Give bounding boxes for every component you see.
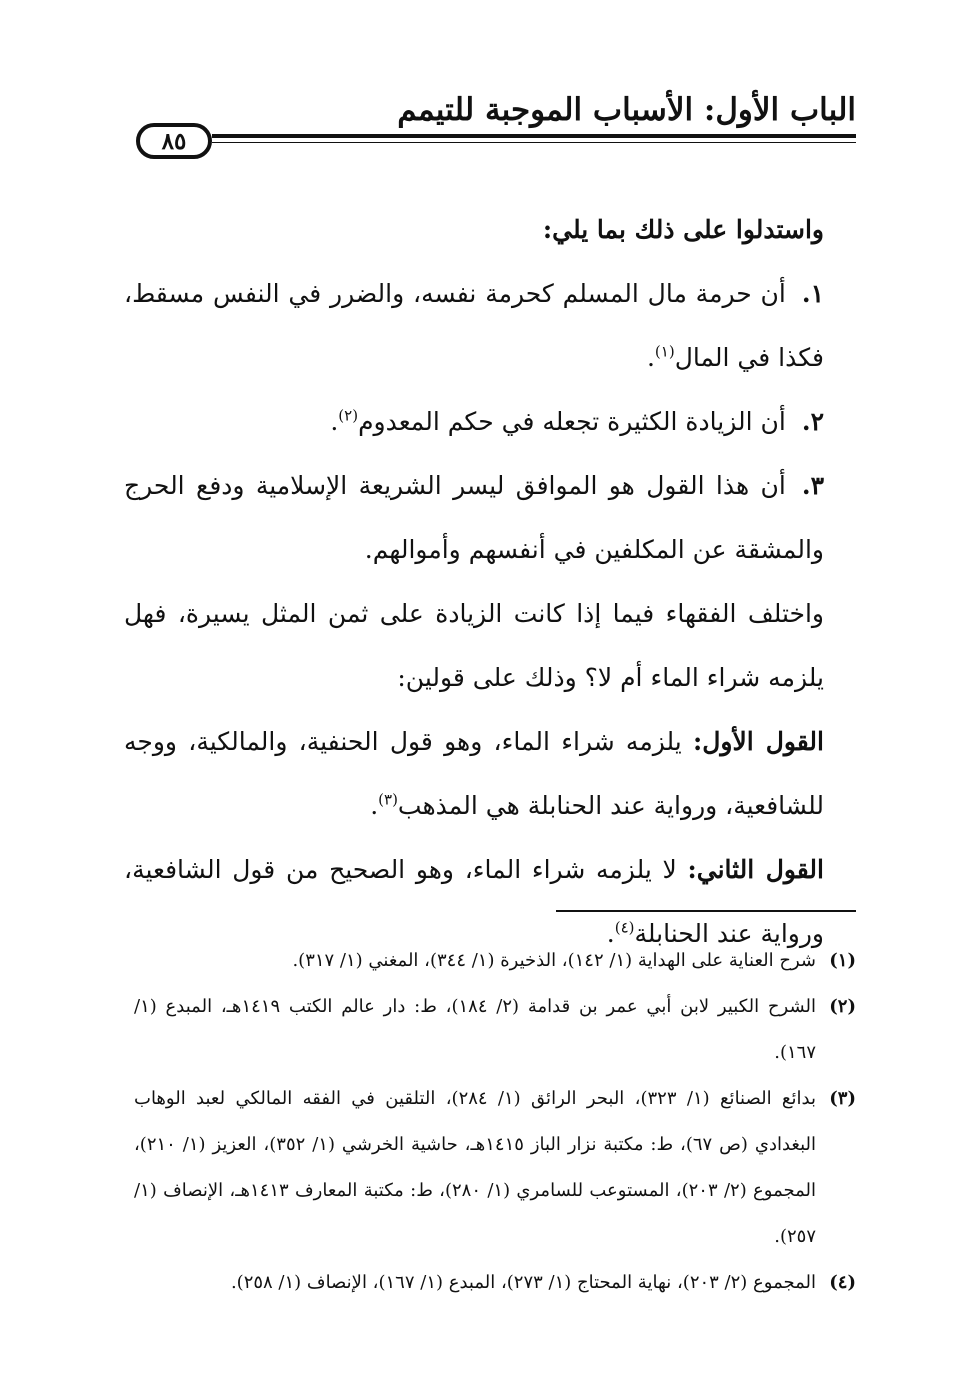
- footnote-text: الشرح الكبير لابن أبي عمر بن قدامة (٢/ ١٨٤)، ط: دار عالم الكتب ١٤١٩هـ، المبدع (١/ ١٦٧).: [134, 996, 816, 1063]
- opinion-lead: القول الأول:: [693, 727, 824, 756]
- footnote-text: شرح العناية على الهداية (١/ ١٤٢)، الذخيرة (١/ ٣٤٤)، المغني (١/ ٣١٧).: [292, 950, 816, 971]
- opinion-tail: .: [606, 919, 615, 948]
- footnote-ref: (٣): [378, 790, 398, 809]
- point-number: ١.: [801, 279, 824, 308]
- footnote-ref: (٢): [338, 406, 359, 425]
- intro-line: واستدلوا على ذلك بما يلي:: [542, 215, 824, 244]
- footnote-label: (٢): [829, 996, 856, 1017]
- point-1: [124, 262, 824, 390]
- point-tail: .: [330, 407, 339, 436]
- point-number: ٢.: [801, 407, 824, 436]
- footnote-label: (٤): [829, 1272, 856, 1293]
- footnote-separator: [556, 910, 856, 912]
- opinion-text: لا يلزمه شراء الماء، وهو الصحيح من قول الشافعية، ورواية عند الحنابلة: [124, 855, 824, 948]
- footnote-ref: (١): [654, 342, 675, 361]
- footnote-label: (١): [829, 950, 856, 971]
- footnotes: [134, 938, 856, 1306]
- footnote-3: [134, 1076, 856, 1260]
- point-2: [124, 390, 824, 454]
- opinion-tail: .: [370, 791, 379, 820]
- point-text: أن الزيادة الكثيرة تجعله في حكم المعدوم: [358, 407, 786, 436]
- opinion-1: [124, 710, 824, 838]
- footnote-label: (٣): [829, 1088, 856, 1109]
- page-number: ٨٥: [161, 127, 187, 155]
- footnote-text: المجموع (٢/ ٢٠٣)، نهاية المحتاج (١/ ٢٧٣)، المبدع (١/ ١٦٧)، الإنصاف (١/ ٢٥٨).: [230, 1272, 816, 1293]
- footnote-ref: (٤): [614, 918, 635, 937]
- footnote-2: [134, 984, 856, 1076]
- point-text: أن حرمة مال المسلم كحرمة نفسه، والضرر في النفس مسقط، فكذا في المال: [124, 279, 824, 372]
- chapter-title: الباب الأول: الأسباب الموجبة للتيمم: [397, 92, 856, 128]
- page-number-badge: [136, 123, 212, 159]
- point-tail: .: [646, 343, 655, 372]
- paragraph-disagreement: واختلف الفقهاء فيما إذا كانت الزيادة على ثمن المثل يسيرة، فهل يلزمه شراء الماء أم لا؟ وذلك على قولين:: [124, 599, 824, 692]
- opinion-lead: القول الثاني:: [687, 855, 824, 884]
- main-text: [124, 198, 824, 966]
- point-number: ٣.: [801, 471, 824, 500]
- footnote-4: [134, 1260, 856, 1306]
- footnote-text: بدائع الصنائع (١/ ٣٢٣)، البحر الرائق (١/ ٢٨٤)، التلقين في الفقه المالكي لعبد الوهاب البغدادي (ص ٦٧)، ط: مكتبة نزار الباز ١٤١٥هـ، حاشية الخرشي (١/ ٣٥٢)، العزيز (١/ ٢١٠)، المجموع (٢/ ٢٠٣)، المستوعب للسامري (١/ ٢٨٠)، ط: مكتبة المعارف ١٤١٣هـ، الإنصاف (١/ ٢٥٧).: [134, 1088, 817, 1247]
- opinion-text: يلزمه شراء الماء، وهو قول الحنفية، والمالكية، ووجه للشافعية، ورواية عند الحنابلة هي المذهب: [124, 727, 824, 820]
- point-3: [124, 454, 824, 582]
- header-double-rule: [212, 134, 856, 143]
- point-text: أن هذا القول هو الموافق ليسر الشريعة الإسلامية ودفع الحرج والمشقة عن المكلفين في أنفسهم وأموالهم.: [124, 471, 824, 564]
- footnote-1: [134, 938, 856, 984]
